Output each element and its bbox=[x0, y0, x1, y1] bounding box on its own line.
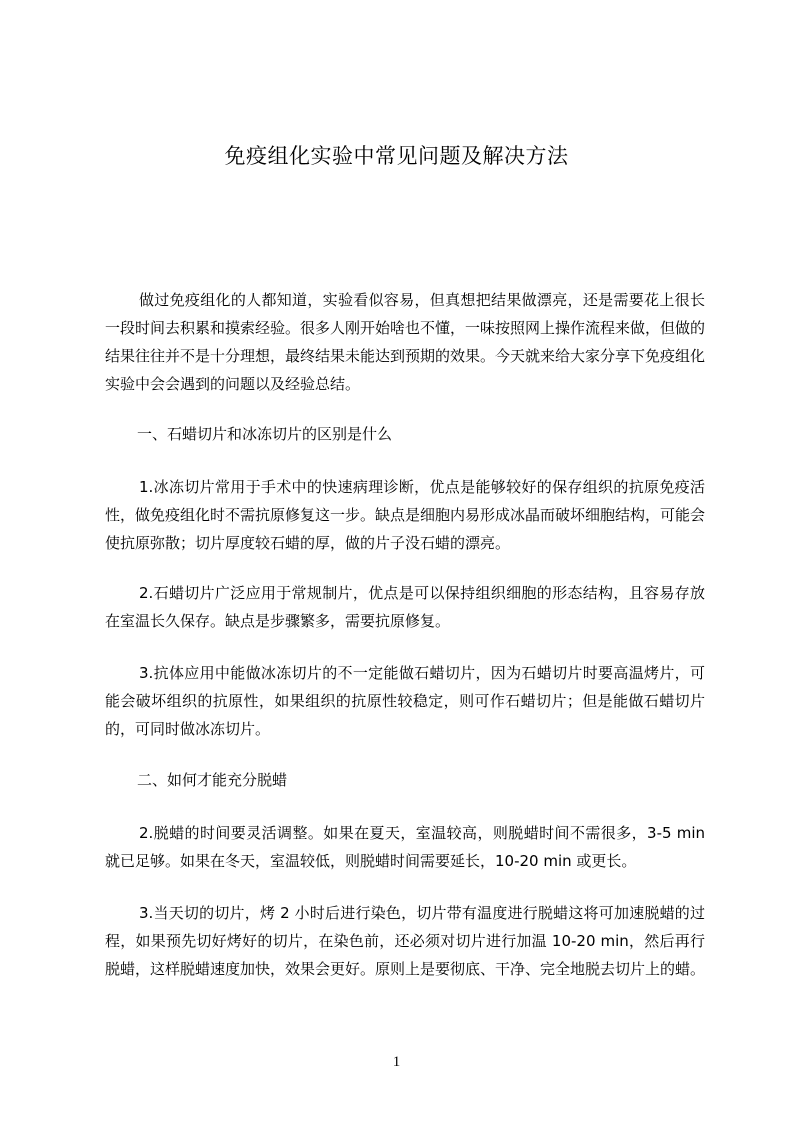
section-2-paragraph-1: 2.脱蜡的时间要灵活调整。如果在夏天，室温较高，则脱蜡时间不需很多，3-5 min 就已足够。如果在冬天，室温较低，则脱蜡时间需要延长，10-20 min 或更长。 bbox=[105, 824, 705, 870]
section-2-heading: 二、如何才能充分脱蜡 bbox=[137, 771, 288, 789]
intro-paragraph: 做过免疫组化的人都知道，实验看似容易，但真想把结果做漂亮，还是需要花上很长一段时间去积累和摸索经验。很多人刚开始啥也不懂，一味按照网上操作流程来做，但做的结果往往并不是十分理想，最终结果未能达到预期的效果。今天就来给大家分享下免疫组化实验中会会遇到的问题以及经验总结。 bbox=[105, 291, 706, 393]
section-2-paragraph-2: 3.当天切的切片，烤 2 小时后进行染色，切片带有温度进行脱蜡这将可加速脱蜡的过程，如果预先切好烤好的切片，在染色前，还必须对切片进行加温 10-20 min，然后再行脱蜡，这样脱蜡速度加快，效果会更好。原则上是要彻底、干净、完全地脱去切片上的蜡。 bbox=[105, 904, 706, 978]
document-title: 免疫组化实验中常见问题及解决方法 bbox=[224, 144, 569, 168]
section-1-paragraph-3: 3.抗体应用中能做冰冻切片的不一定能做石蜡切片，因为石蜡切片时要高温烤片，可能会破坏组织的抗原性，如果组织的抗原性较稳定，则可作石蜡切片；但是能做石蜡切片的，可同时做冰冻切片。 bbox=[105, 664, 705, 738]
page-number: 1 bbox=[392, 1054, 401, 1070]
section-1-paragraph-1: 1.冰冻切片常用于手术中的快速病理诊断，优点是能够较好的保存组织的抗原免疫活性，做免疫组化时不需抗原修复这一步。缺点是细胞内易形成冰晶而破坏细胞结构，可能会使抗原弥散；切片厚度较石蜡的厚，做的片子没石蜡的漂亮。 bbox=[105, 478, 706, 552]
section-1-heading: 一、石蜡切片和冰冻切片的区别是什么 bbox=[137, 425, 393, 443]
section-1-paragraph-2: 2.石蜡切片广泛应用于常规制片，优点是可以保持组织细胞的形态结构，且容易存放在室温长久保存。缺点是步骤繁多，需要抗原修复。 bbox=[105, 584, 705, 630]
